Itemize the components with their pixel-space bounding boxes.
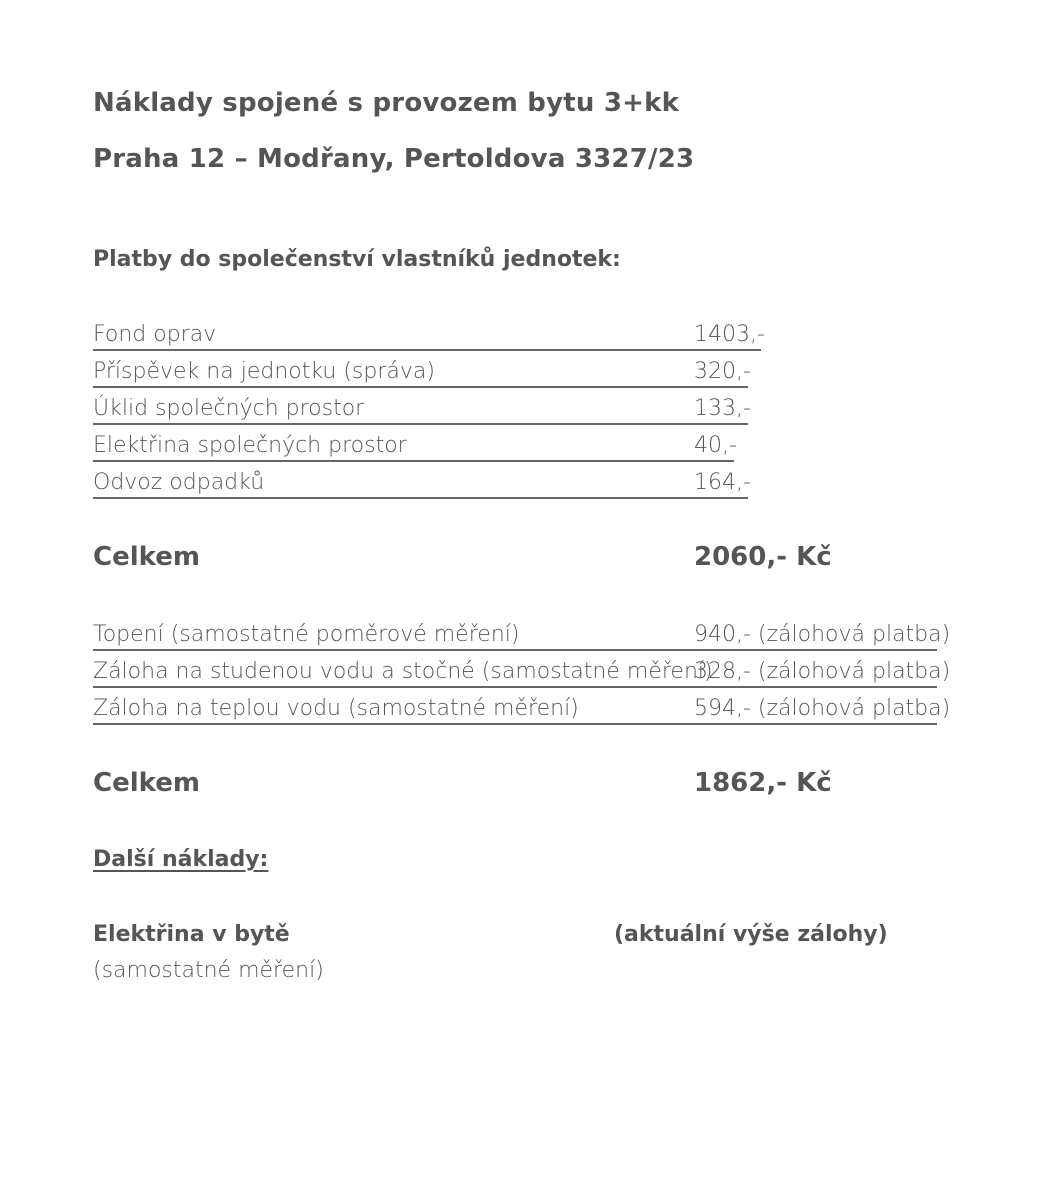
- total-value-utilities: 1862,- Kč: [694, 768, 832, 798]
- underline: [93, 686, 937, 688]
- underline: [93, 386, 748, 388]
- underline: [93, 649, 937, 651]
- cost-label: Odvoz odpadků: [93, 470, 265, 495]
- underline: [93, 460, 734, 462]
- cost-label: Topení (samostatné poměrové měření): [93, 622, 520, 647]
- electricity-note: (samostatné měření): [93, 958, 324, 983]
- total-label-svj: Celkem: [93, 542, 200, 572]
- cost-label: Elektřina společných prostor: [93, 433, 407, 458]
- cost-value: 328,- (zálohová platba): [694, 659, 951, 684]
- electricity-value: (aktuální výše zálohy): [614, 922, 888, 947]
- cost-value: 320,-: [694, 359, 751, 384]
- cost-label: Příspěvek na jednotku (správa): [93, 359, 435, 384]
- cost-value: 40,-: [694, 433, 737, 458]
- underline: [93, 423, 748, 425]
- total-value-svj: 2060,- Kč: [694, 542, 832, 572]
- cost-value: 133,-: [694, 396, 751, 421]
- cost-value: 164,-: [694, 470, 751, 495]
- cost-label: Fond oprav: [93, 322, 217, 347]
- section-heading-other: Další náklady:: [93, 847, 269, 872]
- cost-value: 1403,-: [694, 322, 765, 347]
- property-address: Praha 12 – Modřany, Pertoldova 3327/23: [93, 144, 695, 174]
- total-label-utilities: Celkem: [93, 768, 200, 798]
- section-heading-svj: Platby do společenství vlastníků jednotek:: [93, 247, 621, 272]
- document-title: Náklady spojené s provozem bytu 3+kk: [93, 88, 680, 118]
- cost-value: 594,- (zálohová platba): [694, 696, 951, 721]
- electricity-label: Elektřina v bytě: [93, 922, 290, 947]
- underline: [93, 497, 748, 499]
- cost-value: 940,- (zálohová platba): [694, 622, 951, 647]
- underline: [93, 349, 761, 351]
- cost-label: Úklid společných prostor: [93, 396, 365, 421]
- cost-label: Záloha na teplou vodu (samostatné měření): [93, 696, 579, 721]
- cost-label: Záloha na studenou vodu a stočné (samostatné měření): [93, 659, 713, 684]
- underline: [93, 723, 937, 725]
